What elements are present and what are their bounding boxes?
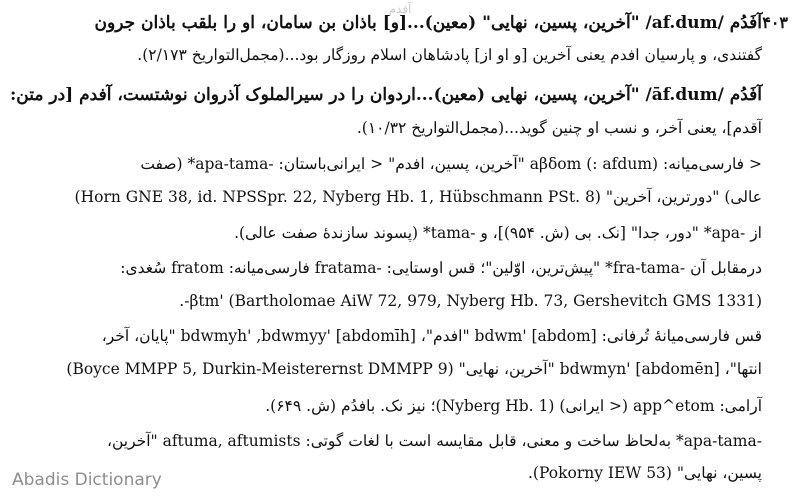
entry-number: ۴۰۳ [762, 13, 788, 32]
entry-line-6: عالی) "دورترین، آخرین" (Horn GNE 38, id. NPSSpr. 22, Nyberg Hb. 1, Hübschmann PSt. 8) [74, 188, 762, 206]
entry-line-1: آفَدُم /af.dum/ "آخرین، پسین، نهایی" (معین)...[و] باذان بن سامان، او را بلقب باذان جرون [94, 13, 762, 33]
entry-line-8: درمقابل آن -fra-tama* "پیش‌ترین، اوّلین"؛ قس اوستایی: -fratama فارسی‌میانه: fratom سُغدی: [120, 259, 762, 277]
entry-line-9: (Bartholomae AiW 72, 979, Nyberg Hb. 73, Gershevitch GMS 1331) 'βtm-. [179, 292, 762, 310]
entry-line-5: < فارسی‌میانه: aβδom (: afdum) "آخرین، پسین، افدم" < ایرانی‌باستان: -apa-tama* (صفت [140, 155, 762, 173]
entry-line-11: انتها"، bdwmyn' [abdomēn] "آخرین، نهایی" (Boyce MMPP 5, Durkin-Meisterernst DMMPP 9) [66, 360, 762, 378]
entry-line-13: -apa-tama* به‌لحاظ ساخت و معنی، قابل مقایسه است با لغات گوتی: aftuma, aftumists "آخرین، [106, 432, 762, 450]
entry-line-2: گفتندی، و پارسیان افدم یعنی آخرین [و او از] پادشاهان اسلام روزگار بود...(مجمل‌التواریخ ۲/۱۷۳). [137, 46, 762, 64]
entry-line-3: آفَدُم /āf.dum/ "آخرین، پسین، نهایی (معین)...اردوان را در سیرالملوک آذروان نوشتست، آفدم [در متن: [10, 85, 762, 105]
top-watermark: آفدم [388, 2, 412, 16]
entry-line-12: آرامی: app^etom (< ایرانی) (Nyberg Hb. 1)؛ نیز نک. بافدُم (ش. ۶۴۹). [265, 397, 762, 415]
site-watermark: Abadis Dictionary [12, 470, 162, 490]
entry-line-14: پسین، نهایی" (Pokorny IEW 53). [527, 464, 762, 482]
entry-line-10: قس فارسی‌میانهٔ تُرفانی: bdwm' [abdom] "افدم"، bdwmyh' ,bdwmyy' [abdomīh] "پایان، آخر، [101, 327, 762, 345]
entry-line-7: از -apa* "دور، جدا" [نک. بی (ش. ۹۵۴)]، و -tama* (پسوند سازندهٔ صفت عالی). [234, 224, 762, 242]
entry-line-4: آقدم]، یعنی آخر، و نسب او چنین گوید...(مجمل‌التواریخ ۱۰/۳۲). [356, 119, 762, 137]
